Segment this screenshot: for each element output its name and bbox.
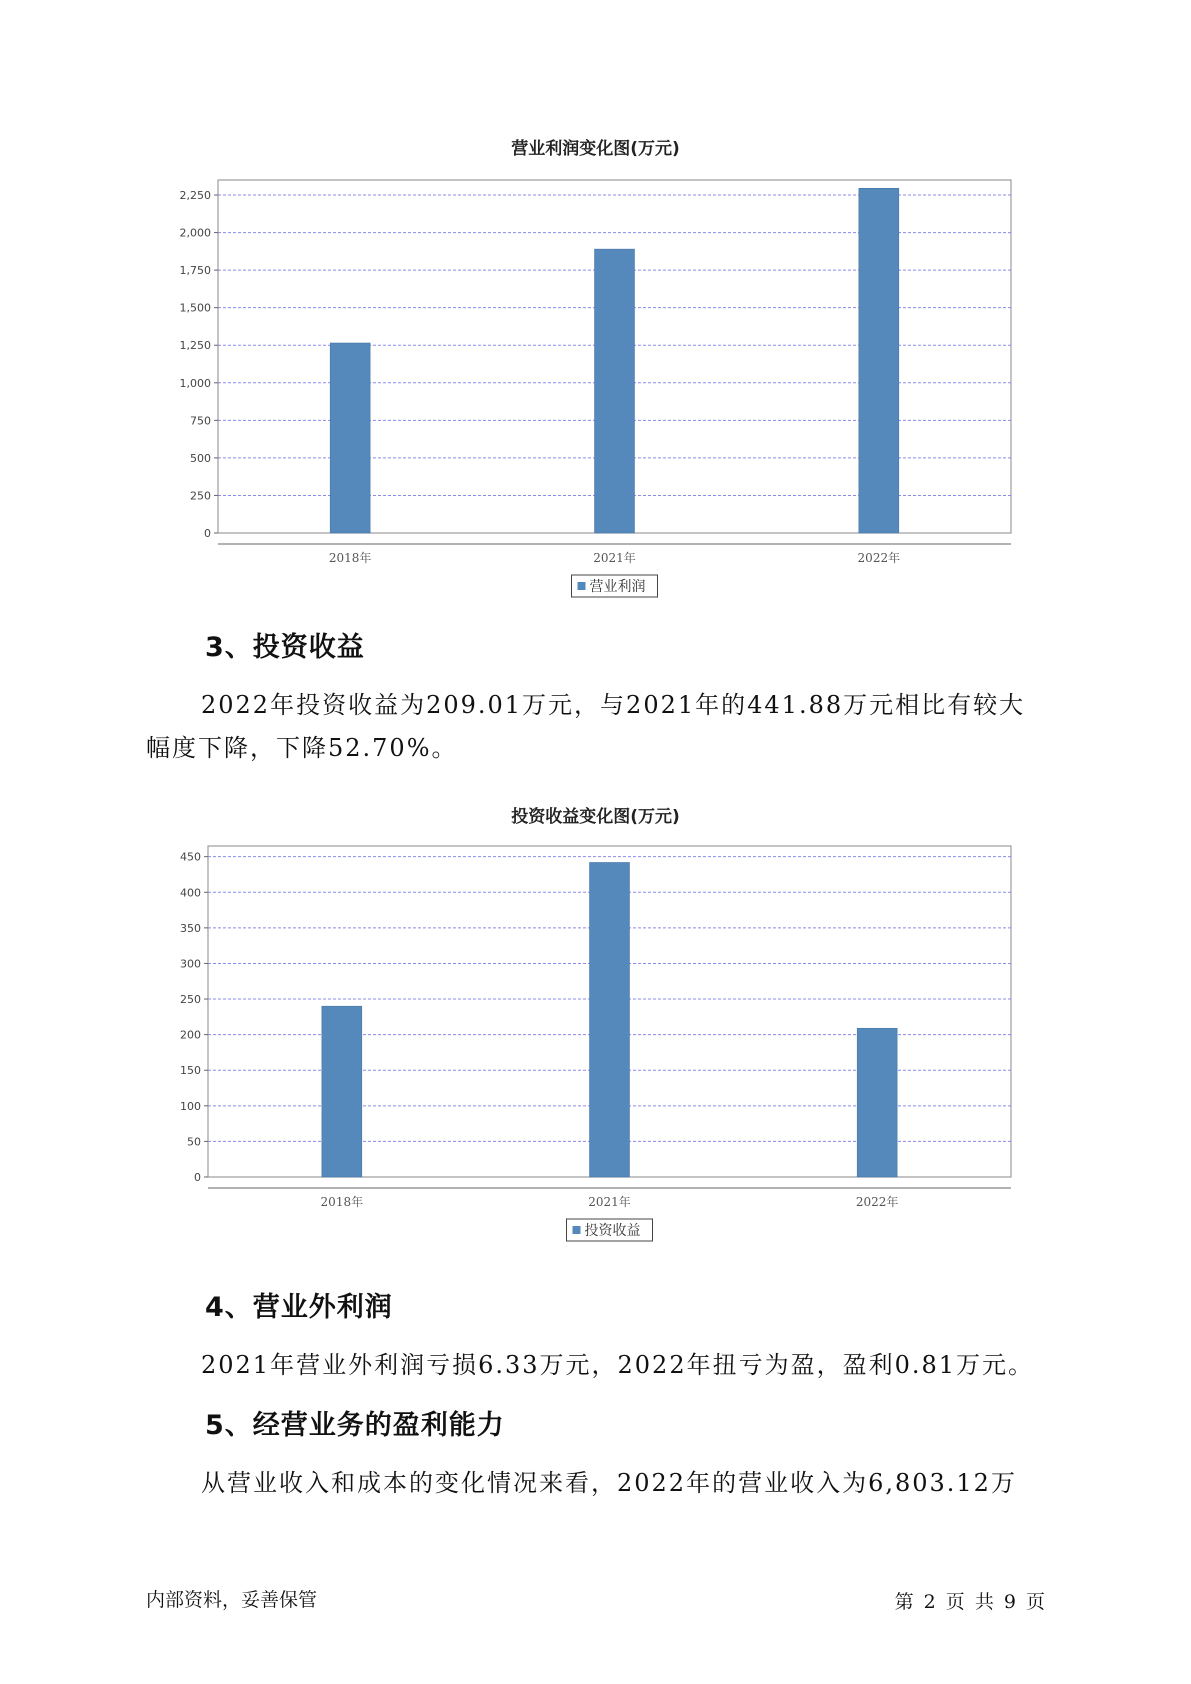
y-tick-label: 500 [190,451,211,465]
bar [859,188,899,533]
x-tick-label: 2022年 [857,551,901,565]
y-tick-label: 300 [180,957,201,971]
x-tick-label: 2018年 [320,1195,364,1209]
chart-operating-profit [0,160,1191,600]
x-tick-label: 2021年 [593,551,636,565]
legend-swatch [578,582,586,590]
y-tick-label: 1,750 [179,264,211,278]
legend [572,575,658,597]
y-tick-label: 0 [194,1171,201,1184]
bar [595,249,635,533]
footer-page-number: 第 2 页 共 9 页 [894,1591,1045,1613]
y-tick-label: 2,250 [179,189,211,203]
y-tick-label: 400 [180,886,201,900]
section-paragraph-profitability: 从营业收入和成本的变化情况来看，2022年的营业收入为6,803.12万 [201,1469,1017,1497]
y-tick-label: 250 [180,993,201,1007]
chart-title-operating-profit: 营业利润变化图(万元) [511,139,680,159]
y-tick-label: 150 [180,1064,201,1078]
section-heading-nonoperating: 4、营业外利润 [205,1292,393,1323]
x-tick-label: 2021年 [588,1195,631,1209]
x-tick-label: 2018年 [328,551,372,565]
y-tick-label: 750 [190,414,211,428]
x-tick-label: 2022年 [855,1195,899,1209]
chart-investment-income [0,838,1191,1258]
section-heading-profitability: 5、经营业务的盈利能力 [205,1410,505,1441]
footer-confidential-note: 内部资料，妥善保管 [146,1589,318,1611]
legend-label: 投资收益 [584,1223,641,1239]
section-paragraph-nonoperating: 2021年营业外利润亏损6.33万元，2022年扭亏为盈，盈利0.81万元。 [201,1351,1035,1379]
y-tick-label: 1,000 [179,376,211,390]
legend-label: 营业利润 [589,579,646,595]
y-tick-label: 450 [180,850,201,864]
legend-swatch [573,1226,581,1234]
section-heading-investment: 3、投资收益 [205,632,365,663]
chart-title-investment-income: 投资收益变化图(万元) [511,807,680,827]
bar [590,862,630,1177]
bar [857,1028,897,1177]
y-tick-label: 250 [190,489,211,503]
section-paragraph-investment: 2022年投资收益为209.01万元，与2021年的441.88万元相比有较大幅度下降，下降52.70%。 [146,691,1026,762]
y-tick-label: 1,250 [179,339,211,353]
y-tick-label: 200 [180,1028,201,1042]
y-tick-label: 0 [204,527,211,540]
y-tick-label: 2,000 [179,226,211,240]
y-tick-label: 50 [187,1135,201,1149]
y-tick-label: 100 [180,1099,201,1113]
y-tick-label: 350 [180,921,201,935]
bar [322,1006,362,1177]
legend [567,1219,653,1241]
bar [330,343,370,533]
y-tick-label: 1,500 [179,301,211,315]
